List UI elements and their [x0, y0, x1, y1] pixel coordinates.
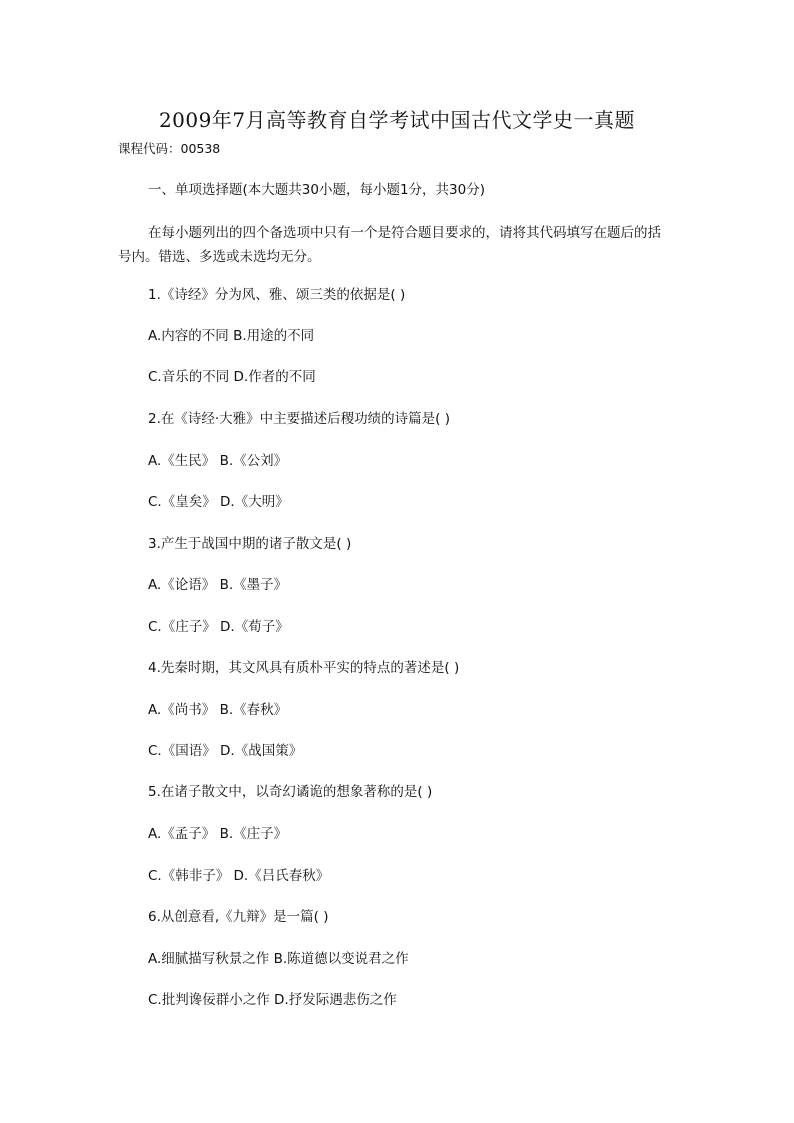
question-3-options-ab: A.《论语》 B.《墨子》: [148, 577, 288, 593]
question-4-options-cd: C.《国语》 D.《战国策》: [148, 743, 303, 759]
course-code: 课程代码：00538: [118, 141, 221, 156]
question-6-stem: 6.从创意看,《九辩》是一篇( ): [148, 909, 329, 925]
document-title: 2009年7月高等教育自学考试中国古代文学史一真题: [158, 108, 636, 132]
section-heading: 一、单项选择题(本大题共30小题，每小题1分，共30分): [148, 182, 485, 198]
question-5-stem: 5.在诸子散文中，以奇幻谲诡的想象著称的是( ): [148, 784, 433, 800]
question-1-stem: 1.《诗经》分为风、雅、颂三类的依据是( ): [148, 287, 406, 303]
question-2-options-ab: A.《生民》 B.《公刘》: [148, 453, 288, 469]
instructions-paragraph: 在每小题列出的四个备选项中只有一个是符合题目要求的，请将其代码填写在题后的括号内。错选、多选或未选均无分。: [118, 225, 661, 265]
question-6-options-ab: A.细腻描写秋景之作 B.陈道德以变说君之作: [148, 951, 409, 967]
question-1-options-ab: A.内容的不同 B.用途的不同: [148, 328, 315, 344]
question-3-stem: 3.产生于战国中期的诸子散文是( ): [148, 536, 352, 552]
question-3-options-cd: C.《庄子》 D.《荀子》: [148, 619, 289, 635]
question-5-options-ab: A.《孟子》 B.《庄子》: [148, 826, 288, 842]
question-4-stem: 4.先秦时期，其文风具有质朴平实的特点的著述是( ): [148, 660, 460, 676]
question-2-options-cd: C.《皇矣》 D.《大明》: [148, 494, 289, 510]
question-6-options-cd: C.批判谗佞群小之作 D.抒发际遇悲伤之作: [148, 992, 397, 1008]
question-5-options-cd: C.《韩非子》 D.《吕氏春秋》: [148, 868, 330, 884]
question-4-options-ab: A.《尚书》 B.《春秋》: [148, 702, 288, 718]
question-2-stem: 2.在《诗经·大雅》中主要描述后稷功绩的诗篇是( ): [148, 411, 450, 427]
question-1-options-cd: C.音乐的不同 D.作者的不同: [148, 369, 316, 385]
